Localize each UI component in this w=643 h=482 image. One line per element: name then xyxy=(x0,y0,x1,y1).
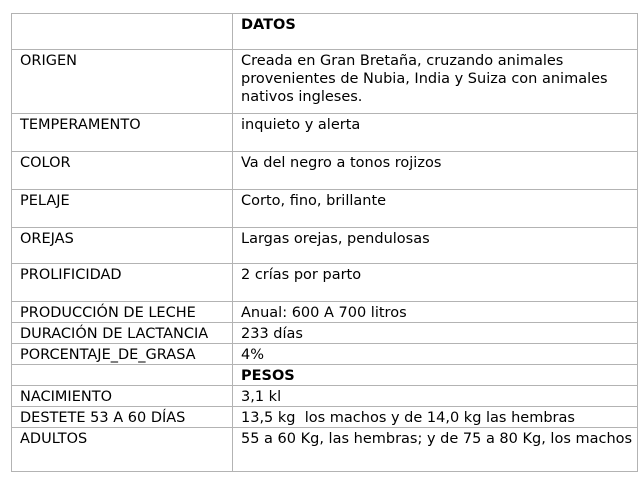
row-value: 55 a 60 Kg, las hembras; y de 75 a 80 Kg, los machos xyxy=(241,431,633,447)
table-row-origen xyxy=(12,50,638,114)
row-value-cell xyxy=(233,386,638,407)
row-label-cell xyxy=(12,114,233,152)
row-label-cell xyxy=(12,323,233,344)
row-value-cell xyxy=(233,152,638,190)
table-row-orejas xyxy=(12,228,638,264)
row-label: PELAJE xyxy=(20,193,70,209)
row-label-cell xyxy=(12,407,233,428)
row-label-cell xyxy=(12,264,233,302)
row-label: PRODUCCIÓN DE LECHE xyxy=(20,305,196,321)
table-row-duracion xyxy=(12,323,638,344)
row-value: Va del negro a tonos rojizos xyxy=(241,155,442,171)
table-row-adultos xyxy=(12,428,638,472)
row-value: 4% xyxy=(241,347,265,363)
table-row-nacimiento xyxy=(12,386,638,407)
row-label-cell xyxy=(12,190,233,228)
row-label: COLOR xyxy=(20,155,71,171)
subheader-title: PESOS xyxy=(241,368,295,384)
row-value-cell xyxy=(233,407,638,428)
row-label: PROLIFICIDAD xyxy=(20,267,122,283)
row-value-cell xyxy=(233,323,638,344)
row-label: PORCENTAJE_DE_GRASA xyxy=(20,347,196,363)
row-value-cell xyxy=(233,114,638,152)
row-value: 233 días xyxy=(241,326,303,342)
row-label: NACIMIENTO xyxy=(20,389,112,405)
subheader-label xyxy=(20,365,228,367)
row-value-cell xyxy=(233,190,638,228)
row-label-cell xyxy=(12,228,233,264)
row-label: DURACIÓN DE LACTANCIA xyxy=(20,326,209,342)
table-row-prolificidad xyxy=(12,264,638,302)
header-value-cell xyxy=(233,14,638,50)
header-label xyxy=(20,14,228,16)
row-value: Largas orejas, pendulosas xyxy=(241,231,430,247)
row-value-cell xyxy=(233,228,638,264)
subheader-label-cell xyxy=(12,365,233,386)
header-title: DATOS xyxy=(241,17,296,33)
row-label-cell xyxy=(12,344,233,365)
row-value: 2 crías por parto xyxy=(241,267,362,283)
row-label-cell xyxy=(12,428,233,472)
header-label-cell xyxy=(12,14,233,50)
table-row-temperamento xyxy=(12,114,638,152)
row-label-cell xyxy=(12,50,233,114)
row-value-cell xyxy=(233,428,638,472)
row-value-cell xyxy=(233,302,638,323)
row-label: OREJAS xyxy=(20,231,74,247)
row-label: ORIGEN xyxy=(20,53,78,69)
table-row-pelaje xyxy=(12,190,638,228)
row-value-cell xyxy=(233,344,638,365)
row-value: inquieto y alerta xyxy=(241,117,361,133)
row-value-cell xyxy=(233,50,638,114)
table-header-row xyxy=(12,14,638,50)
table-row-produccion xyxy=(12,302,638,323)
row-value-cell xyxy=(233,264,638,302)
row-value: Anual: 600 A 700 litros xyxy=(241,305,407,321)
table-row-color xyxy=(12,152,638,190)
row-value: Creada en Gran Bretaña, cruzando animales provenientes de Nubia, India y Suiza con animales nativos ingleses. xyxy=(241,53,608,105)
breed-data-table xyxy=(11,13,638,472)
table-row-destete xyxy=(12,407,638,428)
row-label: DESTETE 53 A 60 DÍAS xyxy=(20,410,186,426)
row-label: TEMPERAMENTO xyxy=(20,117,141,133)
row-label-cell xyxy=(12,302,233,323)
row-label: ADULTOS xyxy=(20,431,88,447)
row-label-cell xyxy=(12,386,233,407)
table-row-grasa xyxy=(12,344,638,365)
row-value: 13,5 kg los machos y de 14,0 kg las hembras xyxy=(241,410,575,426)
row-label-cell xyxy=(12,152,233,190)
table-subheader-row xyxy=(12,365,638,386)
row-value: Corto, fino, brillante xyxy=(241,193,387,209)
row-value: 3,1 kl xyxy=(241,389,282,405)
subheader-value-cell xyxy=(233,365,638,386)
